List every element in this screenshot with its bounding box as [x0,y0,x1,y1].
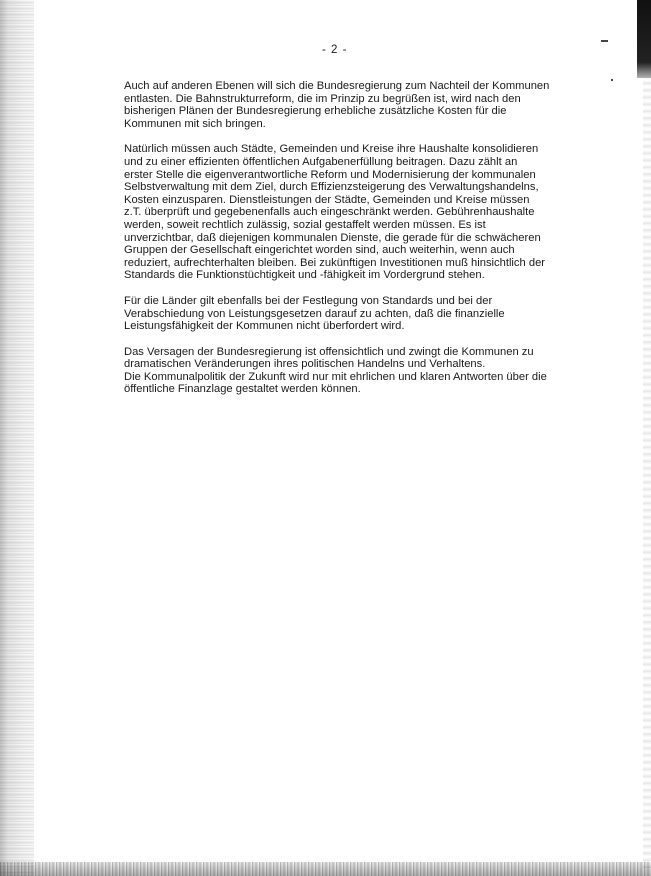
text-line: Kommunen mit sich bringen. [124,117,266,130]
paragraph [124,80,564,130]
page-number: - 2 - [322,44,348,56]
text-line: Gruppen der Gesellschaft eingerichtet worden sind, auch weiterhin, wenn auch [124,244,515,257]
text-line: Natürlich müssen auch Städte, Gemeinden und Kreise ihre Haushalte konsolidieren [124,143,539,156]
paragraph [124,295,564,333]
text-line: Für die Länder gilt ebenfalls bei der Festlegung von Standards und bei der [124,294,493,307]
text-line: Die Kommunalpolitik der Zukunft wird nur mit ehrlichen und klaren Antworten über die [124,370,547,383]
text-line: z.T. überprüft und gegebenenfalls auch eingeschränkt werden. Gebührenhaushalte [124,206,535,219]
text-line: dramatischen Veränderungen ihres politischen Handelns und Verhaltens. [124,358,486,371]
scan-edge-right [637,0,651,78]
scan-speck [601,40,608,42]
text-line: erster Stelle die eigenverantwortliche Reform und Modernisierung der kommunalen [124,168,536,181]
text-line: entlasten. Die Bahnstrukturreform, die im Prinzip zu begrüßen ist, wird nach den [124,92,521,105]
text-line: werden, soweit rechtlich zulässig, sozial gestaffelt werden müssen. Es ist [124,218,486,231]
text-line: öffentliche Finanzlage gestaltet werden können. [124,383,361,396]
text-line: Verabschiedung von Leistungsgesetzen darauf zu achten, daß die finanzielle [124,307,505,320]
text-line: Selbstverwaltung mit dem Ziel, durch Effizienzsteigerung des Verwaltungshandelns, [124,181,539,194]
text-line: und zu einer effizienten öffentlichen Aufgabenerfüllung beitragen. Dazu zählt an [124,155,518,168]
scan-speck [611,79,613,81]
text-line: reduziert, aufrechterhalten bleiben. Bei zukünftigen Investitionen muß hinsichtlich der [124,256,546,269]
text-line: Standards die Funktionstüchtigkeit und -fähigkeit im Vordergrund stehen. [124,269,485,282]
text-line: Das Versagen der Bundesregierung ist offensichtlich und zwingt die Kommunen zu [124,345,534,358]
text-line: bisherigen Plänen der Bundesregierung erhebliche zusätzliche Kosten für die [124,105,507,118]
paragraph [124,346,564,396]
scan-edge-left [0,0,34,876]
text-line: Leistungsfähigkeit der Kommunen nicht überfordert wird. [124,320,405,333]
text-line: Auch auf anderen Ebenen will sich die Bundesregierung zum Nachteil der Kommunen [124,80,550,92]
document-body [124,80,564,409]
text-line: Kosten einzusparen. Dienstleistungen der Städte, Gemeinden und Kreise müssen [124,193,530,206]
scan-edge-right-lower [643,78,651,868]
paragraph [124,143,564,282]
scan-edge-bottom [0,862,651,876]
text-line: unverzichtbar, daß diejenigen kommunalen Dienste, die gerade für die schwächeren [124,231,541,244]
